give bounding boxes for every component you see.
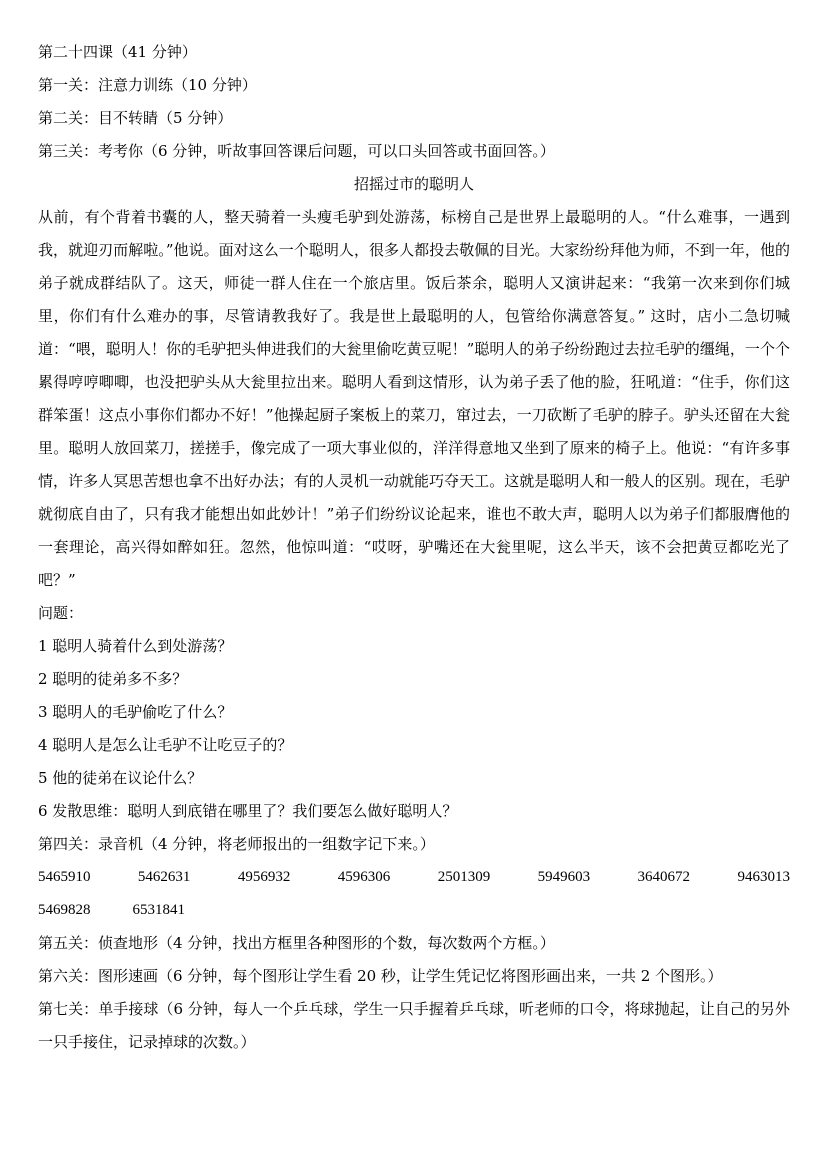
level-5: 第五关：侦查地形（4 分钟，找出方框里各种图形的个数，每次数两个方框。） — [38, 934, 555, 952]
number-item: 3640672 — [637, 869, 691, 885]
question-item: 3 聪明人的毛驴偷吃了什么？ — [38, 703, 233, 721]
story-text: 从前，有个背着书囊的人，整天骑着一头瘦毛驴到处游荡，标榜自己是世界上最聪明的人。“什么难事，一遇到我，就迎刃而解啦。”他说。面对这么一个聪明人，很多人都投去敬佩的目光。大家纷纷拜他为师，不到一年，他的弟子就成群结队了。这天，师徒一群人住在一个旅店里。饭后茶余，聪明人又演讲起来：“我第一次来到你们城里，你们有什么难办的事，尽管请教我好了。我是世上最聪明的人，包管给你满意答复。” 这时，店小二急切喊道：“喂，聪明人！你的毛驴把头伸进我们的大瓮里偷吃黄豆呢！”聪明人的弟子纷纷跑过去拉毛驴的缰绳，一个个累得哼哼唧唧，也没把驴头从大瓮里拉出来。聪明人看到这情形，认为弟子丢了他的脸，狂吼道：“住手，你们这群笨蛋！这点小事你们都办不好！”他操起厨子案板上的菜刀，窜过去，一刀砍断了毛驴的脖子。驴头还留在大瓮里。聪明人放回菜刀，搓搓手，像完成了一项大事业似的，洋洋得意地又坐到了原来的椅子上。他说：“有许多事情，许多人冥思苦想也拿不出好办法；有的人灵机一动就能巧夺天工。这就是聪明人和一般人的区别。现在，毛驴就彻底自由了，只有我才能想出如此妙计！”弟子们纷纷议论起来，谁也不敢大声，聪明人以为弟子们都服膺他的一套理论，高兴得如醉如狂。忽然，他惊叫道：“哎呀，驴嘴还在大瓮里呢，这么半天，该不会把黄豆都吃光了吧？” — [38, 208, 790, 589]
number-item: 5949603 — [537, 869, 591, 885]
level-3: 第三关：考考你（6 分钟，听故事回答课后问题，可以口头回答或书面回答。） — [38, 142, 555, 160]
story-title: 招摇过市的聪明人 — [353, 175, 474, 193]
document-page — [38, 36, 790, 1059]
level-7: 第七关：单手接球（6 分钟，每人一个乒乓球，学生一只手握着乒乓球，听老师的口令，将球抛起，让自己的另外一只手接住，记录掉球的次数。） — [38, 1000, 790, 1051]
question-item: 4 聪明人是怎么让毛驴不让吃豆子的？ — [38, 736, 293, 754]
number-item: 2501309 — [437, 869, 491, 885]
number-item: 5462631 — [137, 869, 191, 885]
lesson-header: 第二十四课（41 分钟） — [38, 43, 197, 61]
question-item: 5 他的徒弟在议论什么？ — [38, 769, 203, 787]
question-item: 1 聪明人骑着什么到处游荡？ — [38, 637, 233, 655]
questions-label: 问题： — [38, 604, 84, 622]
number-item: 4596306 — [337, 869, 391, 885]
number-item: 5465910 — [38, 869, 91, 885]
level-4: 第四关：录音机（4 分钟，将老师报出的一组数字记下来。） — [38, 835, 435, 853]
question-item: 6 发散思维：聪明人到底错在哪里了？我们要怎么做好聪明人？ — [38, 802, 458, 820]
number-item: 9463013 — [737, 869, 790, 885]
number-row — [38, 894, 790, 927]
number-row — [38, 861, 790, 894]
question-item: 2 聪明的徒弟多不多？ — [38, 670, 188, 688]
level-2: 第二关：目不转睛（5 分钟） — [38, 109, 233, 127]
number-item: 6531841 — [132, 902, 185, 918]
level-1: 第一关：注意力训练（10 分钟） — [38, 76, 257, 94]
number-list — [38, 861, 790, 927]
number-item: 4956932 — [237, 869, 291, 885]
level-6: 第六关：图形速画（6 分钟，每个图形让学生看 20 秒，让学生凭记忆将图形画出来，一共 2 个图形。） — [38, 967, 723, 985]
number-item: 5469828 — [38, 902, 91, 918]
